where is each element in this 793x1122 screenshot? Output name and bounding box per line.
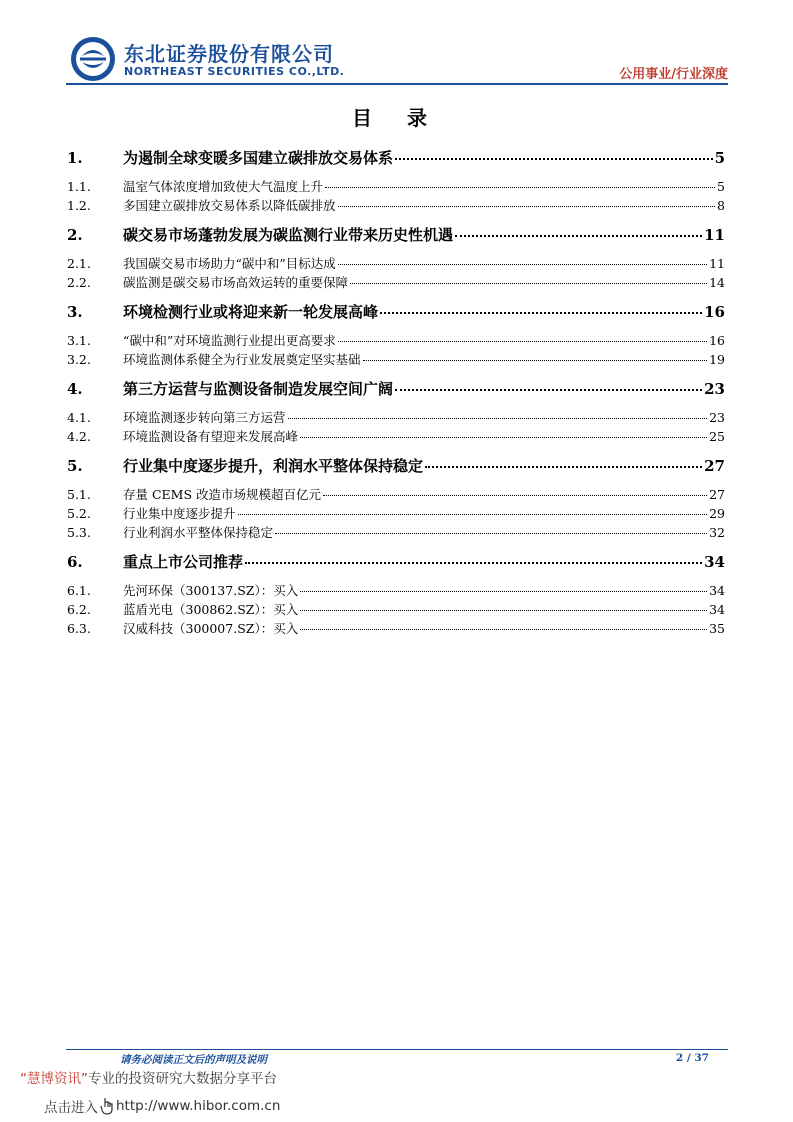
dot-leader — [275, 533, 707, 534]
toc-heading: 环境监测设备有望迎来发展高峰 — [123, 429, 299, 444]
watermark-tagline: 专业的投资研究大数据分享平台 — [88, 1071, 277, 1087]
dot-leader — [350, 283, 707, 284]
toc-heading: 汉威科技（300007.SZ）：买入 — [123, 621, 299, 636]
toc-subsection-row[interactable] — [67, 147, 725, 177]
toc-heading: 碳交易市场蓬勃发展为碳监测行业带来历史性机遇 — [123, 226, 454, 244]
watermark-line-1 — [20, 1067, 277, 1087]
toc-subsection-row[interactable] — [67, 254, 725, 273]
toc-subsection-row[interactable] — [67, 600, 725, 619]
toc-heading: 环境监测体系健全为行业发展奠定坚实基础 — [123, 352, 361, 367]
dot-leader — [395, 389, 702, 391]
toc-number: 5.1. — [67, 487, 91, 502]
toc-heading: 环境监测逐步转向第三方运营 — [123, 410, 286, 425]
report-category: 公用事业/行业深度 — [619, 67, 728, 82]
toc-number: 2.2. — [67, 275, 91, 290]
toc-subsection-row[interactable] — [67, 581, 725, 600]
dot-leader — [323, 495, 707, 496]
toc-number: 6.1. — [67, 583, 91, 598]
toc-section-row[interactable] — [67, 224, 725, 254]
toc-page-number: 25 — [709, 429, 725, 444]
toc-number: 3. — [67, 303, 83, 321]
toc-section-row[interactable] — [67, 551, 725, 581]
dot-leader — [338, 341, 707, 342]
page-header — [0, 0, 793, 90]
toc-heading: 第三方运营与监测设备制造发展空间广阔 — [123, 380, 394, 398]
toc-heading: 为遏制全球变暖多国建立碳排放交易体系 — [123, 149, 394, 167]
toc-page-number: 34 — [709, 602, 725, 617]
toc-number: 4.2. — [67, 429, 91, 444]
toc-number: 6. — [67, 553, 83, 571]
dot-leader — [338, 264, 707, 265]
dot-leader — [300, 437, 707, 438]
dot-leader — [300, 591, 707, 592]
toc-heading: 行业集中度逐步提升 — [123, 506, 236, 521]
toc-number: 4. — [67, 380, 83, 398]
toc-number: 3.1. — [67, 333, 91, 348]
footer-divider — [66, 1049, 728, 1050]
toc-number: 1. — [67, 149, 83, 167]
toc-subsection-row[interactable] — [67, 504, 725, 523]
toc-heading: 重点上市公司推荐 — [123, 553, 244, 571]
dot-leader — [395, 158, 713, 160]
toc-page-number: 32 — [709, 525, 725, 540]
toc-heading: 我国碳交易市场助力“碳中和”目标达成 — [123, 256, 336, 271]
watermark-prefix: 点击进入 — [44, 1100, 98, 1116]
toc-page-number: 16 — [704, 303, 725, 321]
dot-leader — [338, 206, 716, 207]
dot-leader — [380, 312, 702, 314]
toc-page-number: 11 — [704, 226, 725, 244]
toc-heading: 多国建立碳排放交易体系以降低碳排放 — [123, 198, 336, 213]
toc-number: 5.3. — [67, 525, 91, 540]
toc-subsection-row[interactable] — [67, 196, 725, 215]
dot-leader — [238, 514, 708, 515]
toc-section-row[interactable] — [67, 301, 725, 331]
toc-subsection-row[interactable] — [67, 350, 725, 369]
toc-section-row[interactable] — [67, 455, 725, 485]
toc-title: 目 录 — [352, 106, 441, 130]
toc-subsection-row[interactable] — [67, 523, 725, 542]
toc-page-number: 8 — [717, 198, 725, 213]
company-logo-icon — [70, 36, 116, 82]
watermark-brand: “慧博资讯” — [20, 1071, 88, 1087]
toc-number: 2. — [67, 226, 83, 244]
toc-heading: 环境检测行业或将迎来新一轮发展高峰 — [123, 303, 379, 321]
dot-leader — [425, 466, 702, 468]
toc-number: 4.1. — [67, 410, 91, 425]
toc-page-number: 27 — [704, 457, 725, 475]
toc-page-number: 14 — [709, 275, 725, 290]
toc-page-number: 16 — [709, 333, 725, 348]
toc-page-number: 5 — [717, 179, 725, 194]
toc-page-number: 23 — [709, 410, 725, 425]
dot-leader — [245, 562, 702, 564]
toc-section-row[interactable] — [67, 378, 725, 408]
toc-subsection-row[interactable] — [67, 427, 725, 446]
company-name-en: NORTHEAST SECURITIES CO.,LTD. — [124, 65, 345, 78]
dot-leader — [288, 418, 708, 419]
company-name-cn: 东北证券股份有限公司 — [124, 42, 334, 66]
toc-heading: 蓝盾光电（300862.SZ）：买入 — [123, 602, 299, 617]
toc-number: 5.2. — [67, 506, 91, 521]
toc-page-number: 23 — [704, 380, 725, 398]
toc-subsection-row[interactable] — [67, 408, 725, 427]
watermark-url-link[interactable]: http://www.hibor.com.cn — [116, 1098, 281, 1114]
toc-heading: 行业利润水平整体保持稳定 — [123, 525, 274, 540]
toc-subsection-row[interactable] — [67, 177, 725, 196]
toc-page-number: 34 — [709, 583, 725, 598]
toc-heading: 碳监测是碳交易市场高效运转的重要保障 — [123, 275, 349, 290]
toc-subsection-row[interactable] — [67, 485, 725, 504]
toc-subsection-row[interactable] — [67, 331, 725, 350]
dot-leader — [325, 187, 715, 188]
toc-page-number: 5 — [714, 149, 725, 167]
toc-number: 1.2. — [67, 198, 91, 213]
toc-page-number: 27 — [709, 487, 725, 502]
toc-page-number: 34 — [704, 553, 725, 571]
dot-leader — [455, 235, 702, 237]
page-number: 2 / 37 — [675, 1052, 709, 1064]
disclaimer-note: 请务必阅读正文后的声明及说明 — [120, 1054, 267, 1066]
toc-number: 6.3. — [67, 621, 91, 636]
toc-page-number: 11 — [709, 256, 725, 271]
toc-number: 1.1. — [67, 179, 91, 194]
toc-heading: 存量 CEMS 改造市场规模超百亿元 — [123, 487, 321, 502]
toc-heading: 温室气体浓度增加致使大气温度上升 — [123, 179, 324, 194]
header-divider — [66, 83, 728, 85]
toc-page-number: 29 — [709, 506, 725, 521]
watermark-line-2[interactable] — [44, 1096, 280, 1116]
table-of-contents — [67, 147, 725, 638]
toc-subsection-row[interactable] — [67, 619, 725, 638]
dot-leader — [363, 360, 708, 361]
toc-number: 5. — [67, 457, 83, 475]
dot-leader — [300, 629, 707, 630]
toc-subsection-row[interactable] — [67, 273, 725, 292]
pointer-hand-icon — [100, 1097, 114, 1115]
dot-leader — [300, 610, 707, 611]
toc-heading: 行业集中度逐步提升，利润水平整体保持稳定 — [123, 457, 424, 475]
toc-heading: “碳中和”对环境监测行业提出更高要求 — [123, 333, 336, 348]
toc-number: 6.2. — [67, 602, 91, 617]
toc-page-number: 19 — [709, 352, 725, 367]
toc-heading: 先河环保（300137.SZ）：买入 — [123, 583, 299, 598]
toc-number: 2.1. — [67, 256, 91, 271]
toc-page-number: 35 — [709, 621, 725, 636]
toc-number: 3.2. — [67, 352, 91, 367]
